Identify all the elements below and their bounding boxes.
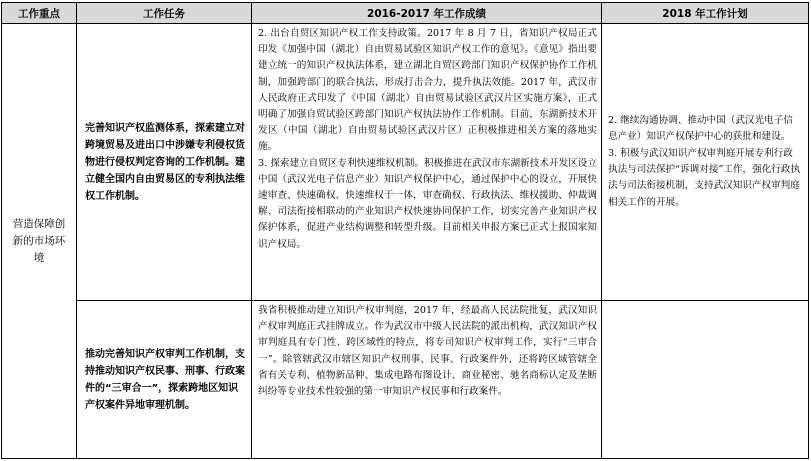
plan-paragraph: 2. 继续沟通协调、推动中国（武汉光电子信息产业）知识产权保护中心的获批和建设。	[608, 114, 793, 143]
plan-cell	[602, 24, 809, 301]
work-plan-table	[1, 2, 809, 459]
focus-cell: 营造保障创新的市场环境	[2, 24, 77, 459]
task-cell: 推动完善知识产权审判工作机制，支持推动知识产权民事、刑事、行政案件的“三审合一”，探索跨地区知识产权案件异地审理机制。	[77, 301, 252, 459]
achievement-paragraph: 2. 出台自贸区知识产权工作支持政策。2017 年 8 月 7 日，省知识产权局正式印发《加强中国（湖北）自由贸易试验区知识产权工作的意见》。《意见》指出要建立统一的知识产权执法体系，建立湖北自贸区跨部门知识产权保护协作工作机制，加强跨部门的联合执法，形成打击合力，提升执法效能。2017 年，武汉市人民政府正式印发了《中国（湖北）自由贸易试验区武汉片区实施方案》，正式明确了加强自贸试验区跨部门知识产权执法协作工作机制。目前，东湖新技术开发区（中国（湖北）自由贸易试验区武汉片区）正积极推进相关方案的落地实施。	[258, 28, 597, 153]
header-task: 工作任务	[77, 3, 252, 24]
header-row	[2, 3, 809, 24]
plan-paragraph: 3. 积极与武汉知识产权审判庭开展专利行政执法与司法保护“诉调对接”工作，强化行政执法与司法衔接机制，支持武汉知识产权审判庭相关工作的开展。	[608, 147, 801, 208]
header-plan: 2018 年工作计划	[602, 3, 809, 24]
achievements-cell	[252, 24, 602, 301]
table-row	[2, 24, 809, 301]
achievement-paragraph: 我省积极推动建立知识产权审判庭，2017 年，经最高人民法院批复，武汉知识产权审判庭正式挂牌成立。作为武汉市中级人民法院的派出机构，武汉知识产权审判庭具有专门性、跨区域性的特点，将专司知识产权审判工作，实行“三审合一”。除管辖武汉市辖区知识产权刑事、民事、行政案件外，还将跨区域管辖全省有关专利、植物新品种、集成电路布图设计、商业秘密、驰名商标认定及垄断纠纷等专业技术性较强的第一审知识产权民事和行政案件。	[258, 305, 597, 398]
header-achievements: 2016-2017 年工作成绩	[252, 3, 602, 24]
header-focus: 工作重点	[2, 3, 77, 24]
achievement-paragraph: 3. 探索建立自贸区专利快速维权机制。积极推进在武汉市东湖新技术开发区设立中国（武汉光电子信息产业）知识产权保护中心，通过保护中心的设立，开展快速审查、快速确权、快速维权于一体，审查确权、行政执法、维权援助、仲裁调解、司法衔接相联动的产业知识产权快速协同保护工作，切实完善产业知识产权保护体系，促进产业结构调整和转型升级。目前相关申报方案已正式上报国家知识产权局。	[258, 157, 597, 250]
task-cell: 完善知识产权监测体系，探索建立对跨境贸易及进出口中涉嫌专利侵权货物进行侵权判定咨询的工作机制。建立健全国内自由贸易区的专利执法维权工作机制。	[77, 24, 252, 301]
table-row	[2, 301, 809, 459]
plan-cell-empty	[602, 301, 809, 459]
achievements-cell	[252, 301, 602, 459]
